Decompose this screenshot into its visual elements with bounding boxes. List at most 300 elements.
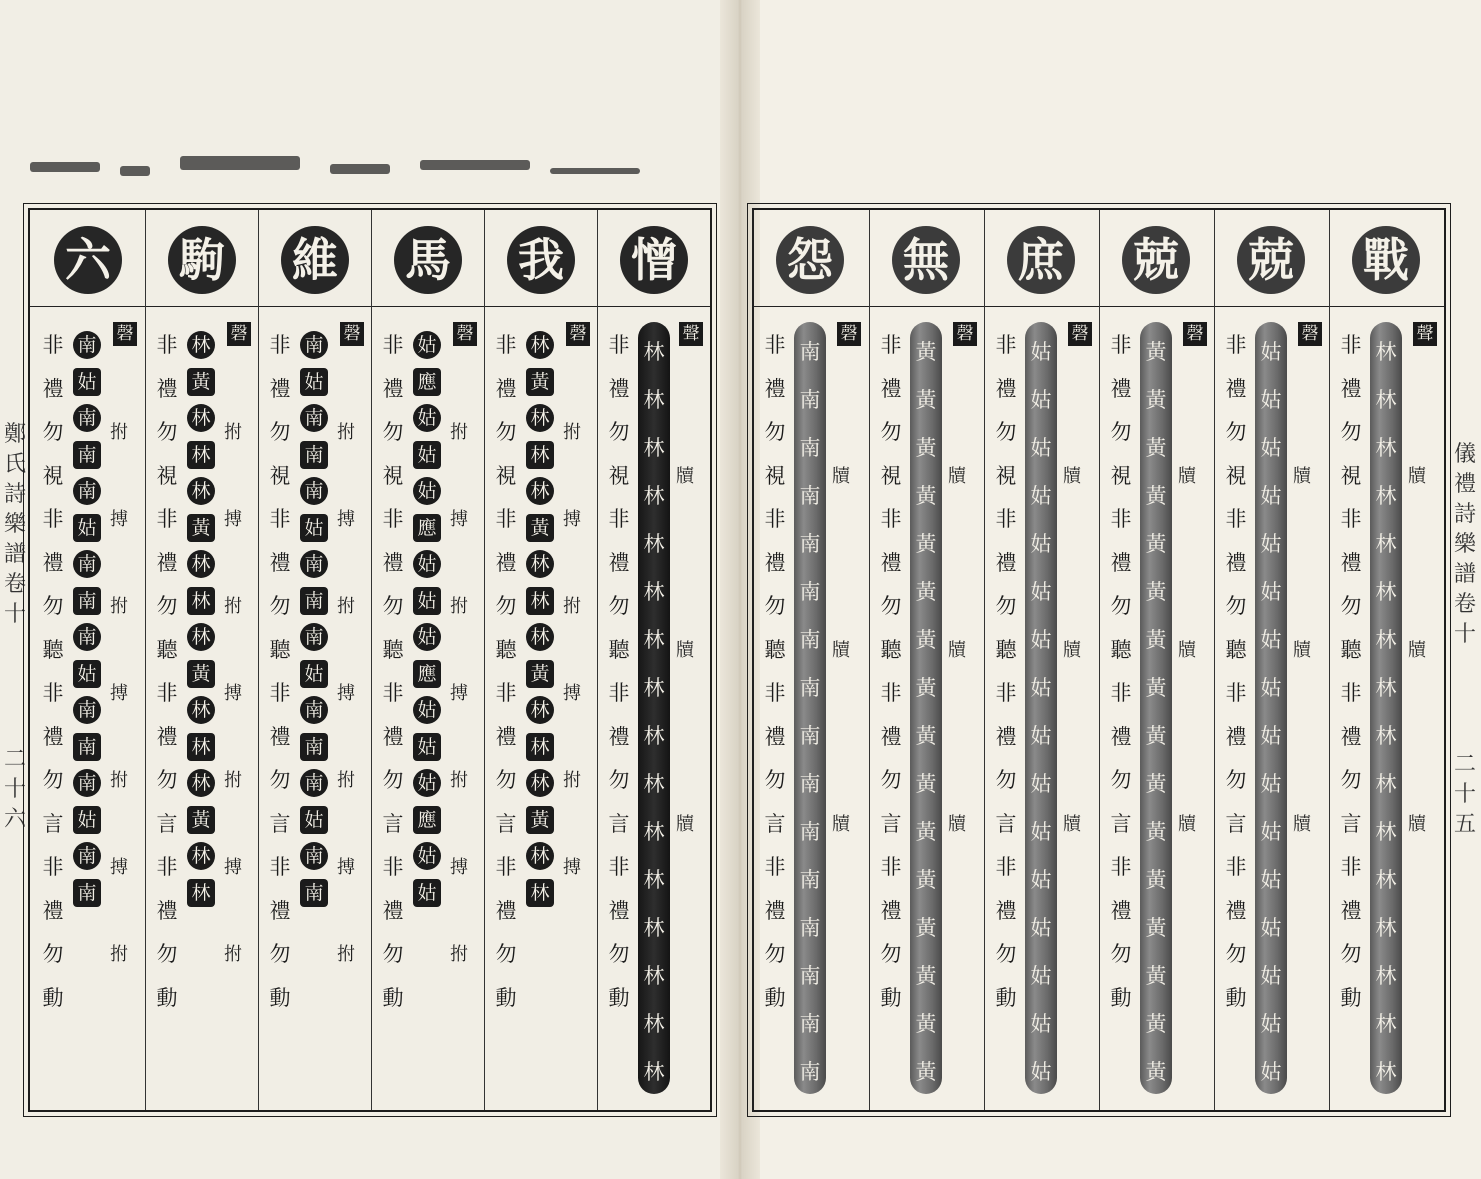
percussion-mark bbox=[220, 977, 246, 1021]
lyric-character: 禮 bbox=[764, 550, 786, 575]
note-character: 林 bbox=[1375, 580, 1397, 604]
lyric-character: 聽 bbox=[382, 637, 404, 662]
percussion-mark bbox=[672, 933, 698, 977]
lyric-character: 勿 bbox=[608, 594, 630, 618]
percussion-mark bbox=[944, 498, 970, 542]
lyric-character: 視 bbox=[995, 463, 1017, 488]
lyric-character: 勿 bbox=[495, 768, 517, 792]
lyric-character: 非 bbox=[1225, 855, 1247, 879]
lyric-character: 非 bbox=[1340, 855, 1362, 879]
percussion-mark bbox=[1289, 672, 1315, 716]
lyric-character: 言 bbox=[269, 811, 291, 836]
lyric-character: 非 bbox=[495, 681, 517, 705]
lyric-character: 非 bbox=[995, 507, 1017, 531]
percussion-mark: 搏 bbox=[450, 857, 468, 878]
note-column bbox=[412, 324, 442, 915]
percussion-mark bbox=[106, 890, 132, 934]
lyric-character: 禮 bbox=[495, 724, 517, 749]
lyric-character: 視 bbox=[382, 463, 404, 488]
percussion-mark: 牘 bbox=[948, 813, 966, 835]
title-character-seal: 六 bbox=[54, 226, 122, 294]
note-character: 姑 bbox=[1260, 388, 1282, 412]
lyric-character: 非 bbox=[382, 681, 404, 705]
note-bar-text bbox=[638, 328, 670, 1096]
lyric-character: 勿 bbox=[156, 768, 178, 792]
percussion-mark bbox=[1174, 716, 1200, 760]
note-character: 林 bbox=[1375, 628, 1397, 652]
lyric-character: 勿 bbox=[156, 942, 178, 966]
note-character: 姑 bbox=[1260, 916, 1282, 940]
note-character: 南 bbox=[300, 404, 328, 432]
lyric-character: 非 bbox=[495, 507, 517, 531]
percussion-mark bbox=[333, 368, 359, 412]
note-character: 林 bbox=[1375, 916, 1397, 940]
note-character: 黃 bbox=[1145, 868, 1167, 892]
lyric-column bbox=[1108, 324, 1134, 1020]
note-character: 林 bbox=[187, 842, 215, 870]
percussion-mark bbox=[1174, 672, 1200, 716]
instrument-label: 聲 bbox=[679, 322, 703, 346]
lyric-character: 禮 bbox=[1225, 724, 1247, 749]
lyric-character: 非 bbox=[1225, 681, 1247, 705]
percussion-mark: 拊 bbox=[563, 422, 581, 443]
note-character: 黃 bbox=[1145, 484, 1167, 508]
lyric-character: 視 bbox=[764, 463, 786, 488]
percussion-mark: 拊 bbox=[450, 422, 468, 443]
lyric-character: 禮 bbox=[42, 724, 64, 749]
lyric-character: 言 bbox=[495, 811, 517, 836]
left-page-number: 二十六 bbox=[3, 747, 26, 832]
lyric-column bbox=[1338, 324, 1364, 1020]
percussion-mark: 牘 bbox=[832, 465, 850, 487]
note-character: 姑 bbox=[413, 404, 441, 432]
percussion-mark bbox=[333, 542, 359, 586]
percussion-mark bbox=[1059, 759, 1085, 803]
percussion-mark: 搏 bbox=[450, 509, 468, 530]
lyric-character: 非 bbox=[42, 507, 64, 531]
lyric-character: 勿 bbox=[42, 420, 64, 444]
note-column bbox=[299, 324, 329, 915]
score-column bbox=[597, 210, 711, 1110]
percussion-mark: 牘 bbox=[948, 639, 966, 661]
lyric-character: 勿 bbox=[1110, 420, 1132, 444]
lyric-character: 非 bbox=[269, 507, 291, 531]
note-character: 黃 bbox=[915, 820, 937, 844]
score-column bbox=[1099, 210, 1215, 1110]
percussion-mark bbox=[1059, 585, 1085, 629]
note-character: 林 bbox=[1375, 1060, 1397, 1084]
note-character: 姑 bbox=[1260, 340, 1282, 364]
lyric-character: 勿 bbox=[880, 420, 902, 444]
note-character: 林 bbox=[187, 696, 215, 724]
note-character: 姑 bbox=[1030, 532, 1052, 556]
percussion-mark bbox=[220, 455, 246, 499]
percussion-mark bbox=[944, 542, 970, 586]
percussion-column bbox=[1059, 324, 1085, 1020]
lyric-character: 非 bbox=[764, 681, 786, 705]
percussion-mark bbox=[333, 803, 359, 847]
note-character: 黃 bbox=[915, 916, 937, 940]
lyric-character: 非 bbox=[42, 333, 64, 357]
percussion-mark: 拊 bbox=[224, 596, 242, 617]
note-character: 姑 bbox=[413, 477, 441, 505]
lyric-character: 禮 bbox=[1225, 898, 1247, 923]
lyric-character: 禮 bbox=[269, 898, 291, 923]
percussion-mark: 牘 bbox=[676, 639, 694, 661]
note-character: 南 bbox=[300, 733, 328, 761]
note-character: 南 bbox=[799, 964, 821, 988]
percussion-mark bbox=[1174, 977, 1200, 1021]
lyric-column bbox=[606, 324, 632, 1020]
lyric-character: 禮 bbox=[1110, 550, 1132, 575]
note-character: 南 bbox=[300, 550, 328, 578]
percussion-mark bbox=[944, 846, 970, 890]
lyric-character: 聽 bbox=[156, 637, 178, 662]
note-character: 南 bbox=[73, 696, 101, 724]
percussion-mark bbox=[559, 977, 585, 1021]
note-character: 姑 bbox=[413, 842, 441, 870]
percussion-mark bbox=[1174, 585, 1200, 629]
note-character: 林 bbox=[643, 772, 665, 796]
lyric-character: 禮 bbox=[156, 376, 178, 401]
percussion-mark bbox=[1404, 498, 1430, 542]
percussion-mark bbox=[1404, 411, 1430, 455]
percussion-mark bbox=[672, 411, 698, 455]
lyric-character: 動 bbox=[156, 985, 178, 1010]
note-character: 姑 bbox=[1260, 868, 1282, 892]
percussion-mark: 拊 bbox=[110, 596, 128, 617]
lyric-character: 禮 bbox=[1340, 724, 1362, 749]
lyric-character: 聽 bbox=[269, 637, 291, 662]
percussion-mark bbox=[220, 890, 246, 934]
lyric-character: 非 bbox=[495, 333, 517, 357]
percussion-mark: 搏 bbox=[110, 509, 128, 530]
lyric-character: 勿 bbox=[382, 594, 404, 618]
lyric-character: 勿 bbox=[269, 594, 291, 618]
lyric-character: 禮 bbox=[608, 724, 630, 749]
note-character: 南 bbox=[799, 1060, 821, 1084]
note-character: 姑 bbox=[413, 879, 441, 907]
note-bar-text bbox=[794, 328, 826, 1096]
lyric-character: 非 bbox=[608, 507, 630, 531]
percussion-mark bbox=[828, 324, 854, 368]
lyric-character: 非 bbox=[382, 855, 404, 879]
percussion-mark bbox=[944, 890, 970, 934]
lyric-column bbox=[493, 324, 519, 1020]
lyric-character: 禮 bbox=[495, 898, 517, 923]
note-bar bbox=[1370, 322, 1402, 1094]
title-character-seal: 怨 bbox=[776, 226, 844, 294]
lyric-character: 非 bbox=[880, 855, 902, 879]
lyric-character: 動 bbox=[1110, 985, 1132, 1010]
note-character: 林 bbox=[526, 769, 554, 797]
lyric-character: 禮 bbox=[156, 550, 178, 575]
percussion-mark bbox=[672, 542, 698, 586]
score-column bbox=[754, 210, 869, 1110]
lyric-character: 勿 bbox=[880, 942, 902, 966]
percussion-mark bbox=[1059, 498, 1085, 542]
note-character: 林 bbox=[643, 484, 665, 508]
percussion-mark bbox=[1059, 890, 1085, 934]
lyric-character: 聽 bbox=[764, 637, 786, 662]
note-character: 姑 bbox=[413, 331, 441, 359]
note-character: 林 bbox=[187, 623, 215, 651]
note-character: 姑 bbox=[1260, 1012, 1282, 1036]
lyric-character: 動 bbox=[880, 985, 902, 1010]
title-character-seal: 兢 bbox=[1122, 226, 1190, 294]
lyric-character: 禮 bbox=[764, 724, 786, 749]
lyric-character: 非 bbox=[42, 681, 64, 705]
percussion-mark bbox=[944, 585, 970, 629]
lyric-character: 動 bbox=[1340, 985, 1362, 1010]
percussion-mark bbox=[446, 455, 472, 499]
lyric-character: 非 bbox=[269, 855, 291, 879]
lyric-character: 勿 bbox=[764, 594, 786, 618]
percussion-mark bbox=[446, 629, 472, 673]
lyric-character: 言 bbox=[42, 811, 64, 836]
lyric-character: 勿 bbox=[495, 942, 517, 966]
note-character: 南 bbox=[73, 623, 101, 651]
note-character: 南 bbox=[799, 628, 821, 652]
right-margin-title: 儀禮詩樂譜卷十 bbox=[1453, 442, 1476, 647]
lyric-character: 禮 bbox=[880, 724, 902, 749]
percussion-mark bbox=[220, 629, 246, 673]
percussion-mark bbox=[1174, 324, 1200, 368]
percussion-mark bbox=[220, 368, 246, 412]
note-character: 黃 bbox=[1145, 964, 1167, 988]
lyric-character: 勿 bbox=[269, 420, 291, 444]
note-character: 姑 bbox=[1260, 964, 1282, 988]
lyric-character: 禮 bbox=[1110, 376, 1132, 401]
percussion-mark bbox=[1174, 411, 1200, 455]
lyric-character: 禮 bbox=[608, 376, 630, 401]
lyric-character: 言 bbox=[156, 811, 178, 836]
lyric-character: 勿 bbox=[42, 942, 64, 966]
percussion-mark bbox=[672, 846, 698, 890]
percussion-mark bbox=[333, 629, 359, 673]
lyric-character: 勿 bbox=[269, 768, 291, 792]
lyric-character: 非 bbox=[382, 507, 404, 531]
note-character: 黃 bbox=[187, 660, 215, 688]
percussion-column bbox=[828, 324, 854, 1020]
note-character: 林 bbox=[526, 550, 554, 578]
note-character: 姑 bbox=[300, 806, 328, 834]
note-character: 林 bbox=[643, 580, 665, 604]
note-character: 林 bbox=[1375, 964, 1397, 988]
percussion-mark bbox=[333, 455, 359, 499]
note-character: 姑 bbox=[1030, 868, 1052, 892]
lyric-character: 禮 bbox=[764, 376, 786, 401]
percussion-mark bbox=[828, 759, 854, 803]
percussion-mark: 拊 bbox=[110, 944, 128, 965]
lyric-character: 動 bbox=[995, 985, 1017, 1010]
right-page-number: 二十五 bbox=[1453, 752, 1476, 837]
lyric-character: 非 bbox=[156, 507, 178, 531]
percussion-column bbox=[1289, 324, 1315, 1020]
percussion-mark bbox=[672, 890, 698, 934]
lyric-character: 非 bbox=[995, 333, 1017, 357]
percussion-mark bbox=[1289, 368, 1315, 412]
lyric-character: 禮 bbox=[156, 898, 178, 923]
left-margin-title: 鄭氏詩樂譜卷十 bbox=[3, 422, 26, 627]
note-character: 林 bbox=[643, 916, 665, 940]
note-character: 南 bbox=[73, 404, 101, 432]
score-column bbox=[371, 210, 485, 1110]
note-character: 姑 bbox=[413, 696, 441, 724]
lyric-character: 勿 bbox=[42, 594, 64, 618]
lyric-character: 非 bbox=[880, 681, 902, 705]
note-character: 南 bbox=[799, 868, 821, 892]
note-character: 林 bbox=[187, 733, 215, 761]
percussion-mark bbox=[1059, 933, 1085, 977]
note-character: 林 bbox=[1375, 388, 1397, 412]
lyric-character: 聽 bbox=[1110, 637, 1132, 662]
percussion-mark: 拊 bbox=[337, 422, 355, 443]
percussion-mark bbox=[446, 324, 472, 368]
note-character: 南 bbox=[799, 820, 821, 844]
percussion-mark bbox=[944, 411, 970, 455]
lyric-character: 勿 bbox=[764, 420, 786, 444]
lyric-character: 勿 bbox=[1110, 942, 1132, 966]
lyric-character: 禮 bbox=[382, 724, 404, 749]
note-character: 南 bbox=[73, 769, 101, 797]
note-character: 黃 bbox=[187, 368, 215, 396]
title-character-seal: 無 bbox=[892, 226, 960, 294]
note-character: 應 bbox=[413, 660, 441, 688]
lyric-character: 視 bbox=[880, 463, 902, 488]
title-character-seal: 維 bbox=[281, 226, 349, 294]
percussion-mark bbox=[559, 542, 585, 586]
score-column bbox=[1329, 210, 1445, 1110]
lyric-column bbox=[154, 324, 180, 1020]
lyric-column bbox=[267, 324, 293, 1020]
percussion-mark: 搏 bbox=[337, 683, 355, 704]
note-character: 林 bbox=[643, 388, 665, 412]
percussion-mark: 牘 bbox=[1293, 639, 1311, 661]
percussion-mark bbox=[333, 890, 359, 934]
note-character: 南 bbox=[300, 623, 328, 651]
note-character: 姑 bbox=[413, 441, 441, 469]
lyric-character: 聽 bbox=[495, 637, 517, 662]
lyric-character: 非 bbox=[382, 333, 404, 357]
note-character: 姑 bbox=[1260, 1060, 1282, 1084]
lyric-character: 勿 bbox=[382, 420, 404, 444]
percussion-mark bbox=[1404, 324, 1430, 368]
lyric-character: 非 bbox=[608, 681, 630, 705]
lyric-character: 禮 bbox=[880, 898, 902, 923]
percussion-mark: 牘 bbox=[1178, 813, 1196, 835]
note-character: 南 bbox=[73, 331, 101, 359]
lyric-character: 禮 bbox=[269, 550, 291, 575]
percussion-mark bbox=[106, 803, 132, 847]
lyric-character: 勿 bbox=[1225, 594, 1247, 618]
percussion-mark bbox=[1404, 890, 1430, 934]
note-bar-text bbox=[1370, 328, 1402, 1096]
percussion-mark bbox=[1174, 542, 1200, 586]
percussion-mark bbox=[1289, 846, 1315, 890]
percussion-mark bbox=[559, 455, 585, 499]
right-score-frame bbox=[752, 208, 1446, 1112]
note-character: 應 bbox=[413, 806, 441, 834]
note-character: 姑 bbox=[1030, 580, 1052, 604]
percussion-mark bbox=[1289, 933, 1315, 977]
lyric-character: 視 bbox=[1225, 463, 1247, 488]
note-character: 姑 bbox=[1260, 724, 1282, 748]
score-column bbox=[145, 210, 259, 1110]
title-character-seal: 戰 bbox=[1352, 226, 1420, 294]
lyric-character: 動 bbox=[42, 985, 64, 1010]
percussion-mark bbox=[1174, 846, 1200, 890]
lyric-character: 禮 bbox=[995, 724, 1017, 749]
percussion-mark: 牘 bbox=[1063, 639, 1081, 661]
percussion-mark bbox=[1404, 585, 1430, 629]
lyric-character: 非 bbox=[269, 681, 291, 705]
note-character: 黃 bbox=[915, 580, 937, 604]
note-character: 林 bbox=[187, 769, 215, 797]
percussion-mark bbox=[944, 368, 970, 412]
note-character: 林 bbox=[643, 964, 665, 988]
percussion-mark bbox=[1059, 542, 1085, 586]
note-character: 南 bbox=[73, 842, 101, 870]
percussion-mark bbox=[1289, 759, 1315, 803]
lyric-character: 勿 bbox=[1340, 594, 1362, 618]
note-character: 黃 bbox=[1145, 340, 1167, 364]
note-character: 姑 bbox=[1260, 484, 1282, 508]
note-character: 林 bbox=[526, 331, 554, 359]
note-character: 南 bbox=[799, 580, 821, 604]
lyric-character: 非 bbox=[880, 507, 902, 531]
lyric-character: 非 bbox=[995, 855, 1017, 879]
lyric-character: 禮 bbox=[995, 376, 1017, 401]
percussion-mark bbox=[559, 803, 585, 847]
percussion-column bbox=[672, 324, 698, 1020]
lyric-character: 禮 bbox=[42, 376, 64, 401]
percussion-mark: 搏 bbox=[224, 509, 242, 530]
percussion-mark bbox=[1404, 933, 1430, 977]
note-character: 黃 bbox=[915, 964, 937, 988]
note-character: 南 bbox=[799, 676, 821, 700]
lyric-character: 非 bbox=[764, 507, 786, 531]
lyric-character: 非 bbox=[1340, 333, 1362, 357]
note-character: 林 bbox=[643, 724, 665, 748]
lyric-character: 禮 bbox=[382, 376, 404, 401]
percussion-mark: 拊 bbox=[563, 770, 581, 791]
percussion-mark bbox=[944, 933, 970, 977]
percussion-column bbox=[1404, 324, 1430, 1020]
note-bar bbox=[1255, 322, 1287, 1094]
note-character: 林 bbox=[643, 676, 665, 700]
score-column bbox=[32, 210, 145, 1110]
score-column bbox=[258, 210, 372, 1110]
lyric-column bbox=[762, 324, 788, 1020]
percussion-mark bbox=[944, 672, 970, 716]
note-character: 姑 bbox=[1030, 772, 1052, 796]
lyric-character: 視 bbox=[495, 463, 517, 488]
note-character: 姑 bbox=[1030, 1012, 1052, 1036]
lyric-character: 禮 bbox=[382, 898, 404, 923]
note-character: 黃 bbox=[1145, 1012, 1167, 1036]
lyric-character: 禮 bbox=[1225, 550, 1247, 575]
percussion-mark bbox=[446, 803, 472, 847]
percussion-mark bbox=[1059, 368, 1085, 412]
lyric-column bbox=[993, 324, 1019, 1020]
note-bar-text bbox=[910, 328, 942, 1096]
lyric-character: 非 bbox=[764, 333, 786, 357]
note-character: 姑 bbox=[300, 660, 328, 688]
note-character: 黃 bbox=[915, 340, 937, 364]
lyric-character: 動 bbox=[382, 985, 404, 1010]
percussion-mark bbox=[672, 759, 698, 803]
